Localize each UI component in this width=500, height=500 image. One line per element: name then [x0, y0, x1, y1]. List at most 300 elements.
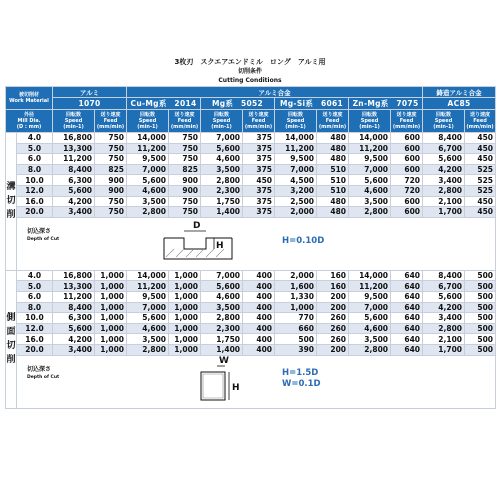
feed-cell: 450 — [465, 207, 496, 218]
speed-cell: 9,500 — [127, 291, 169, 302]
mill-dia-cell: 5.0 — [17, 143, 53, 154]
section-label-char: 側 — [6, 313, 16, 324]
feed-cell: 200 — [317, 302, 349, 313]
speed-cell: 2,300 — [201, 185, 243, 196]
page-subtitle-en: Cutting Conditions — [218, 77, 282, 84]
speed-header-text: (min-1) — [433, 124, 454, 130]
speed-cell: 14,000 — [127, 133, 169, 144]
speed-header-text: Speed — [360, 118, 379, 124]
mill-dia-ja: 外径 — [24, 112, 35, 118]
speed-header-text: 回転数 — [66, 112, 82, 118]
feed-cell: 500 — [465, 291, 496, 302]
table-row — [6, 281, 496, 292]
table-row — [6, 302, 496, 313]
table-row — [6, 323, 496, 334]
feed-cell: 825 — [95, 164, 127, 175]
speed-cell: 8,400 — [423, 270, 465, 281]
feed-cell: 510 — [317, 175, 349, 186]
speed-cell: 5,600 — [423, 154, 465, 165]
feed-cell: 375 — [243, 164, 275, 175]
feed-cell: 400 — [243, 270, 275, 281]
speed-cell: 5,600 — [127, 175, 169, 186]
speed-cell: 4,600 — [349, 185, 391, 196]
mill-dia-cell: 5.0 — [17, 281, 53, 292]
feed-header-text: 送り速度 — [248, 112, 269, 118]
speed-cell: 5,600 — [53, 185, 95, 196]
mill-dia-cell: 20.0 — [17, 207, 53, 218]
feed-cell: 500 — [465, 334, 496, 345]
speed-cell: 2,800 — [127, 344, 169, 355]
table-row — [6, 291, 496, 302]
side-condition-w: W=0.1D — [282, 378, 321, 389]
speed-cell: 4,200 — [423, 302, 465, 313]
speed-cell: 14,000 — [275, 133, 317, 144]
speed-cell: 2,800 — [201, 313, 243, 324]
material-name: 1070 — [53, 98, 127, 110]
speed-cell: 4,600 — [201, 154, 243, 165]
feed-header-text: 送り速度 — [470, 112, 491, 118]
feed-cell: 640 — [391, 313, 423, 324]
feed-cell: 500 — [465, 323, 496, 334]
group-alloy: アルミ合金 — [127, 87, 423, 98]
speed-cell: 2,300 — [201, 323, 243, 334]
feed-cell: 480 — [317, 207, 349, 218]
feed-header — [465, 110, 496, 133]
table-row — [6, 175, 496, 186]
feed-cell: 750 — [169, 154, 201, 165]
speed-cell: 2,800 — [423, 323, 465, 334]
speed-cell: 2,800 — [349, 344, 391, 355]
feed-cell: 1,000 — [95, 291, 127, 302]
speed-header — [127, 110, 169, 133]
depth-of-cut-ja: 切込深さ — [27, 227, 52, 235]
mill-dia-unit: (D : mm) — [16, 124, 42, 130]
speed-cell: 11,200 — [349, 143, 391, 154]
depth-of-cut-ja: 切込深さ — [27, 365, 52, 373]
feed-cell: 525 — [465, 164, 496, 175]
feed-cell: 500 — [465, 344, 496, 355]
speed-cell: 7,000 — [201, 133, 243, 144]
speed-header-text: Speed — [212, 118, 231, 124]
speed-header-text: (min-1) — [63, 124, 84, 130]
speed-cell: 11,200 — [53, 291, 95, 302]
feed-cell: 600 — [391, 143, 423, 154]
mill-dia-cell: 20.0 — [17, 344, 53, 355]
feed-cell: 1,000 — [169, 302, 201, 313]
table-row — [6, 207, 496, 218]
feed-cell: 1,000 — [95, 270, 127, 281]
speed-cell: 9,500 — [127, 154, 169, 165]
work-material-header — [6, 87, 53, 110]
speed-cell: 3,400 — [423, 313, 465, 324]
feed-cell: 160 — [317, 281, 349, 292]
mill-dia-header — [6, 110, 53, 133]
feed-cell: 500 — [465, 270, 496, 281]
mill-dia-cell: 10.0 — [17, 313, 53, 324]
feed-header-text: (mm/min) — [318, 124, 347, 130]
material-name: Cu-Mg系 2014 — [127, 98, 201, 110]
speed-cell: 8,400 — [53, 302, 95, 313]
feed-cell: 480 — [317, 133, 349, 144]
slotting-diagram — [152, 218, 242, 268]
feed-cell: 510 — [317, 164, 349, 175]
feed-cell: 400 — [243, 302, 275, 313]
depth-of-cut-cell — [17, 355, 496, 408]
feed-cell: 480 — [317, 196, 349, 207]
feed-cell: 640 — [391, 334, 423, 345]
feed-cell: 600 — [391, 154, 423, 165]
speed-cell: 3,500 — [349, 334, 391, 345]
mill-dia-cell: 8.0 — [17, 302, 53, 313]
material-name: Zn-Mg系 7075 — [349, 98, 423, 110]
section-label-char: 削 — [6, 355, 16, 366]
side-condition-h: H=1.5D — [282, 367, 319, 378]
header-row-materials — [6, 98, 496, 110]
feed-cell: 750 — [169, 207, 201, 218]
table-row — [6, 154, 496, 165]
speed-cell: 3,500 — [201, 302, 243, 313]
mill-dia-en: Mill Dia. — [17, 118, 41, 124]
speed-cell: 1,330 — [275, 291, 317, 302]
speed-cell: 5,600 — [349, 175, 391, 186]
feed-cell: 1,000 — [169, 313, 201, 324]
feed-cell: 1,000 — [169, 344, 201, 355]
hatch-lines — [203, 374, 223, 398]
feed-cell: 400 — [243, 334, 275, 345]
group-alumi: アルミ — [53, 87, 127, 98]
feed-cell: 900 — [95, 175, 127, 186]
feed-cell: 375 — [243, 143, 275, 154]
speed-cell: 2,000 — [275, 270, 317, 281]
speed-header-text: 回転数 — [214, 112, 230, 118]
feed-header-text: Feed — [177, 118, 192, 124]
speed-cell: 7,000 — [275, 164, 317, 175]
speed-cell: 16,800 — [53, 270, 95, 281]
speed-cell: 2,500 — [275, 196, 317, 207]
feed-cell: 450 — [243, 175, 275, 186]
feed-header — [169, 110, 201, 133]
feed-cell: 640 — [391, 291, 423, 302]
table-row — [6, 185, 496, 196]
speed-header-text: Speed — [138, 118, 157, 124]
feed-cell: 400 — [243, 344, 275, 355]
speed-cell: 7,000 — [349, 302, 391, 313]
feed-cell: 450 — [465, 196, 496, 207]
feed-header — [391, 110, 423, 133]
feed-cell: 640 — [391, 302, 423, 313]
speed-cell: 3,500 — [349, 196, 391, 207]
feed-cell: 900 — [169, 175, 201, 186]
speed-cell: 500 — [275, 334, 317, 345]
speed-cell: 9,500 — [349, 291, 391, 302]
feed-cell: 1,000 — [95, 281, 127, 292]
speed-cell: 3,400 — [53, 207, 95, 218]
speed-cell: 3,200 — [275, 185, 317, 196]
table-row — [6, 133, 496, 144]
depth-of-cut-label — [27, 228, 59, 244]
feed-header — [317, 110, 349, 133]
speed-header-text: Speed — [64, 118, 83, 124]
speed-cell: 1,400 — [201, 207, 243, 218]
speed-cell: 5,600 — [201, 281, 243, 292]
speed-header-text: Speed — [286, 118, 305, 124]
speed-cell: 3,400 — [423, 175, 465, 186]
feed-header-text: Feed — [251, 118, 266, 124]
feed-cell: 500 — [465, 302, 496, 313]
feed-cell: 375 — [243, 154, 275, 165]
workpiece-outline — [201, 372, 225, 400]
table-row — [6, 334, 496, 345]
speed-cell: 11,200 — [127, 143, 169, 154]
feed-cell: 1,000 — [169, 291, 201, 302]
speed-cell: 3,400 — [53, 344, 95, 355]
speed-cell: 6,300 — [53, 175, 95, 186]
h-label: H — [232, 382, 240, 393]
feed-cell: 640 — [391, 270, 423, 281]
speed-header-text: Speed — [434, 118, 453, 124]
speed-cell: 2,800 — [423, 185, 465, 196]
feed-cell: 750 — [169, 196, 201, 207]
feed-header — [95, 110, 127, 133]
speed-cell: 11,200 — [127, 281, 169, 292]
feed-cell: 600 — [391, 164, 423, 175]
speed-cell: 2,800 — [127, 207, 169, 218]
feed-cell: 600 — [391, 196, 423, 207]
speed-cell: 1,700 — [423, 344, 465, 355]
speed-cell: 4,200 — [423, 164, 465, 175]
depth-of-cut-en: Depth of Cut — [27, 374, 60, 380]
w-label: W — [219, 355, 229, 366]
section-label-side — [6, 270, 17, 408]
speed-cell: 390 — [275, 344, 317, 355]
speed-cell: 2,800 — [201, 175, 243, 186]
feed-cell: 1,000 — [95, 302, 127, 313]
speed-cell: 2,100 — [423, 196, 465, 207]
speed-cell: 3,500 — [201, 164, 243, 175]
table-row — [6, 196, 496, 207]
feed-cell: 750 — [95, 196, 127, 207]
speed-header-text: 回転数 — [140, 112, 156, 118]
feed-cell: 720 — [391, 175, 423, 186]
feed-header-text: Feed — [399, 118, 414, 124]
speed-cell: 660 — [275, 323, 317, 334]
feed-cell: 260 — [317, 334, 349, 345]
speed-cell: 8,400 — [53, 164, 95, 175]
title-block — [0, 58, 500, 85]
depth-of-cut-cell — [17, 217, 496, 270]
speed-cell: 11,200 — [275, 143, 317, 154]
feed-cell: 200 — [317, 344, 349, 355]
feed-cell: 600 — [391, 133, 423, 144]
speed-cell: 1,400 — [201, 344, 243, 355]
feed-header-text: (mm/min) — [466, 124, 494, 130]
feed-cell: 1,000 — [169, 281, 201, 292]
speed-header — [349, 110, 391, 133]
feed-cell: 525 — [465, 175, 496, 186]
feed-cell: 450 — [465, 133, 496, 144]
feed-cell: 450 — [465, 143, 496, 154]
speed-cell: 14,000 — [127, 270, 169, 281]
feed-header-text: 送り速度 — [174, 112, 195, 118]
speed-cell: 1,600 — [275, 281, 317, 292]
feed-cell: 480 — [317, 143, 349, 154]
material-name: Mg-Si系 6061 — [275, 98, 349, 110]
table-row — [6, 164, 496, 175]
feed-cell: 375 — [243, 133, 275, 144]
speed-cell: 1,700 — [423, 207, 465, 218]
speed-header-text: (min-1) — [285, 124, 306, 130]
mill-dia-cell: 16.0 — [17, 196, 53, 207]
feed-cell: 900 — [95, 185, 127, 196]
mill-dia-cell: 4.0 — [17, 133, 53, 144]
feed-cell: 500 — [465, 313, 496, 324]
speed-cell: 6,700 — [423, 281, 465, 292]
feed-cell: 400 — [243, 323, 275, 334]
speed-cell: 5,600 — [201, 143, 243, 154]
speed-header-text: 回転数 — [436, 112, 452, 118]
feed-cell: 600 — [391, 207, 423, 218]
speed-cell: 7,000 — [127, 302, 169, 313]
feed-cell: 400 — [243, 313, 275, 324]
feed-cell: 750 — [95, 143, 127, 154]
speed-cell: 2,100 — [423, 334, 465, 345]
speed-cell: 3,500 — [127, 196, 169, 207]
section-label-char: 削 — [6, 210, 16, 221]
speed-header — [423, 110, 465, 133]
speed-cell: 1,000 — [275, 302, 317, 313]
speed-cell: 9,500 — [349, 154, 391, 165]
section-label-slotting — [6, 133, 17, 271]
table-row — [6, 313, 496, 324]
speed-cell: 5,600 — [423, 291, 465, 302]
feed-header-text: 送り速度 — [100, 112, 121, 118]
section-label-char: 切 — [6, 341, 16, 352]
feed-cell: 1,000 — [95, 344, 127, 355]
section-label-char: 切 — [6, 196, 16, 207]
speed-cell: 7,000 — [201, 270, 243, 281]
feed-cell: 510 — [317, 185, 349, 196]
feed-cell: 500 — [465, 281, 496, 292]
feed-header-text: 送り速度 — [396, 112, 417, 118]
speed-cell: 1,750 — [201, 196, 243, 207]
feed-cell: 480 — [317, 154, 349, 165]
speed-cell: 5,600 — [53, 323, 95, 334]
work-material-ja: 被切削材 — [19, 92, 40, 98]
feed-cell: 525 — [465, 185, 496, 196]
mill-dia-cell: 12.0 — [17, 323, 53, 334]
speed-cell: 1,750 — [201, 334, 243, 345]
speed-cell: 14,000 — [349, 270, 391, 281]
speed-cell: 11,200 — [53, 154, 95, 165]
feed-cell: 640 — [391, 344, 423, 355]
material-name: Mg系 5052 — [201, 98, 275, 110]
feed-cell: 750 — [95, 133, 127, 144]
feed-cell: 1,000 — [95, 323, 127, 334]
feed-header-text: (mm/min) — [96, 124, 125, 130]
feed-cell: 260 — [317, 323, 349, 334]
speed-cell: 14,000 — [349, 133, 391, 144]
speed-cell: 7,000 — [349, 164, 391, 175]
speed-cell: 16,800 — [53, 133, 95, 144]
feed-cell: 1,000 — [169, 323, 201, 334]
speed-cell: 13,300 — [53, 143, 95, 154]
speed-cell: 8,400 — [423, 133, 465, 144]
feed-header-text: Feed — [325, 118, 340, 124]
speed-cell: 770 — [275, 313, 317, 324]
table-row — [6, 143, 496, 154]
speed-header-text: 回転数 — [288, 112, 304, 118]
page-title: 3枚刃 スクエアエンドミル ロング アルミ用 — [174, 58, 326, 66]
feed-cell: 1,000 — [95, 334, 127, 345]
speed-header-text: 回転数 — [362, 112, 378, 118]
mill-dia-cell: 8.0 — [17, 164, 53, 175]
header-row-groups — [6, 87, 496, 98]
speed-cell: 9,500 — [275, 154, 317, 165]
speed-cell: 6,300 — [53, 313, 95, 324]
speed-cell: 3,500 — [127, 334, 169, 345]
speed-cell: 4,500 — [275, 175, 317, 186]
mill-dia-cell: 10.0 — [17, 175, 53, 186]
feed-cell: 750 — [95, 154, 127, 165]
feed-cell: 720 — [391, 185, 423, 196]
depth-of-cut-row — [6, 355, 496, 408]
speed-cell: 2,000 — [275, 207, 317, 218]
mill-dia-cell: 16.0 — [17, 334, 53, 345]
h-label: H — [216, 240, 224, 251]
mill-dia-cell: 4.0 — [17, 270, 53, 281]
speed-cell: 4,600 — [127, 323, 169, 334]
mill-dia-cell: 6.0 — [17, 291, 53, 302]
speed-cell: 4,200 — [53, 334, 95, 345]
feed-cell: 450 — [465, 154, 496, 165]
cutting-conditions-table — [5, 86, 496, 409]
feed-cell: 640 — [391, 323, 423, 334]
mill-dia-cell: 12.0 — [17, 185, 53, 196]
depth-of-cut-row — [6, 217, 496, 270]
feed-cell: 640 — [391, 281, 423, 292]
feed-cell: 750 — [169, 143, 201, 154]
speed-cell: 6,700 — [423, 143, 465, 154]
work-material-en: Work Material — [9, 98, 49, 104]
depth-of-cut-label — [27, 366, 59, 382]
speed-cell: 2,800 — [349, 207, 391, 218]
speed-header — [201, 110, 243, 133]
group-cast: 鋳造アルミ合金 — [423, 87, 496, 98]
feed-cell: 375 — [243, 185, 275, 196]
speed-cell: 5,600 — [349, 313, 391, 324]
speed-header-text: (min-1) — [359, 124, 380, 130]
feed-cell: 200 — [317, 291, 349, 302]
speed-header-text: (min-1) — [211, 124, 232, 130]
feed-header-text: Feed — [473, 118, 487, 124]
table-row — [6, 270, 496, 281]
material-name: AC85 — [423, 98, 496, 110]
feed-header-text: 送り速度 — [322, 112, 343, 118]
feed-cell: 1,000 — [95, 313, 127, 324]
speed-cell: 4,200 — [53, 196, 95, 207]
side-milling-diagram — [187, 354, 257, 406]
depth-of-cut-en: Depth of Cut — [27, 236, 60, 242]
feed-cell: 900 — [169, 185, 201, 196]
feed-cell: 400 — [243, 291, 275, 302]
feed-cell: 1,000 — [169, 270, 201, 281]
page-subtitle-ja: 切削条件 — [237, 68, 262, 75]
feed-header-text: (mm/min) — [392, 124, 421, 130]
feed-cell: 160 — [317, 270, 349, 281]
section-label-char: 面 — [6, 327, 16, 338]
speed-cell: 7,000 — [127, 164, 169, 175]
feed-cell: 750 — [95, 207, 127, 218]
